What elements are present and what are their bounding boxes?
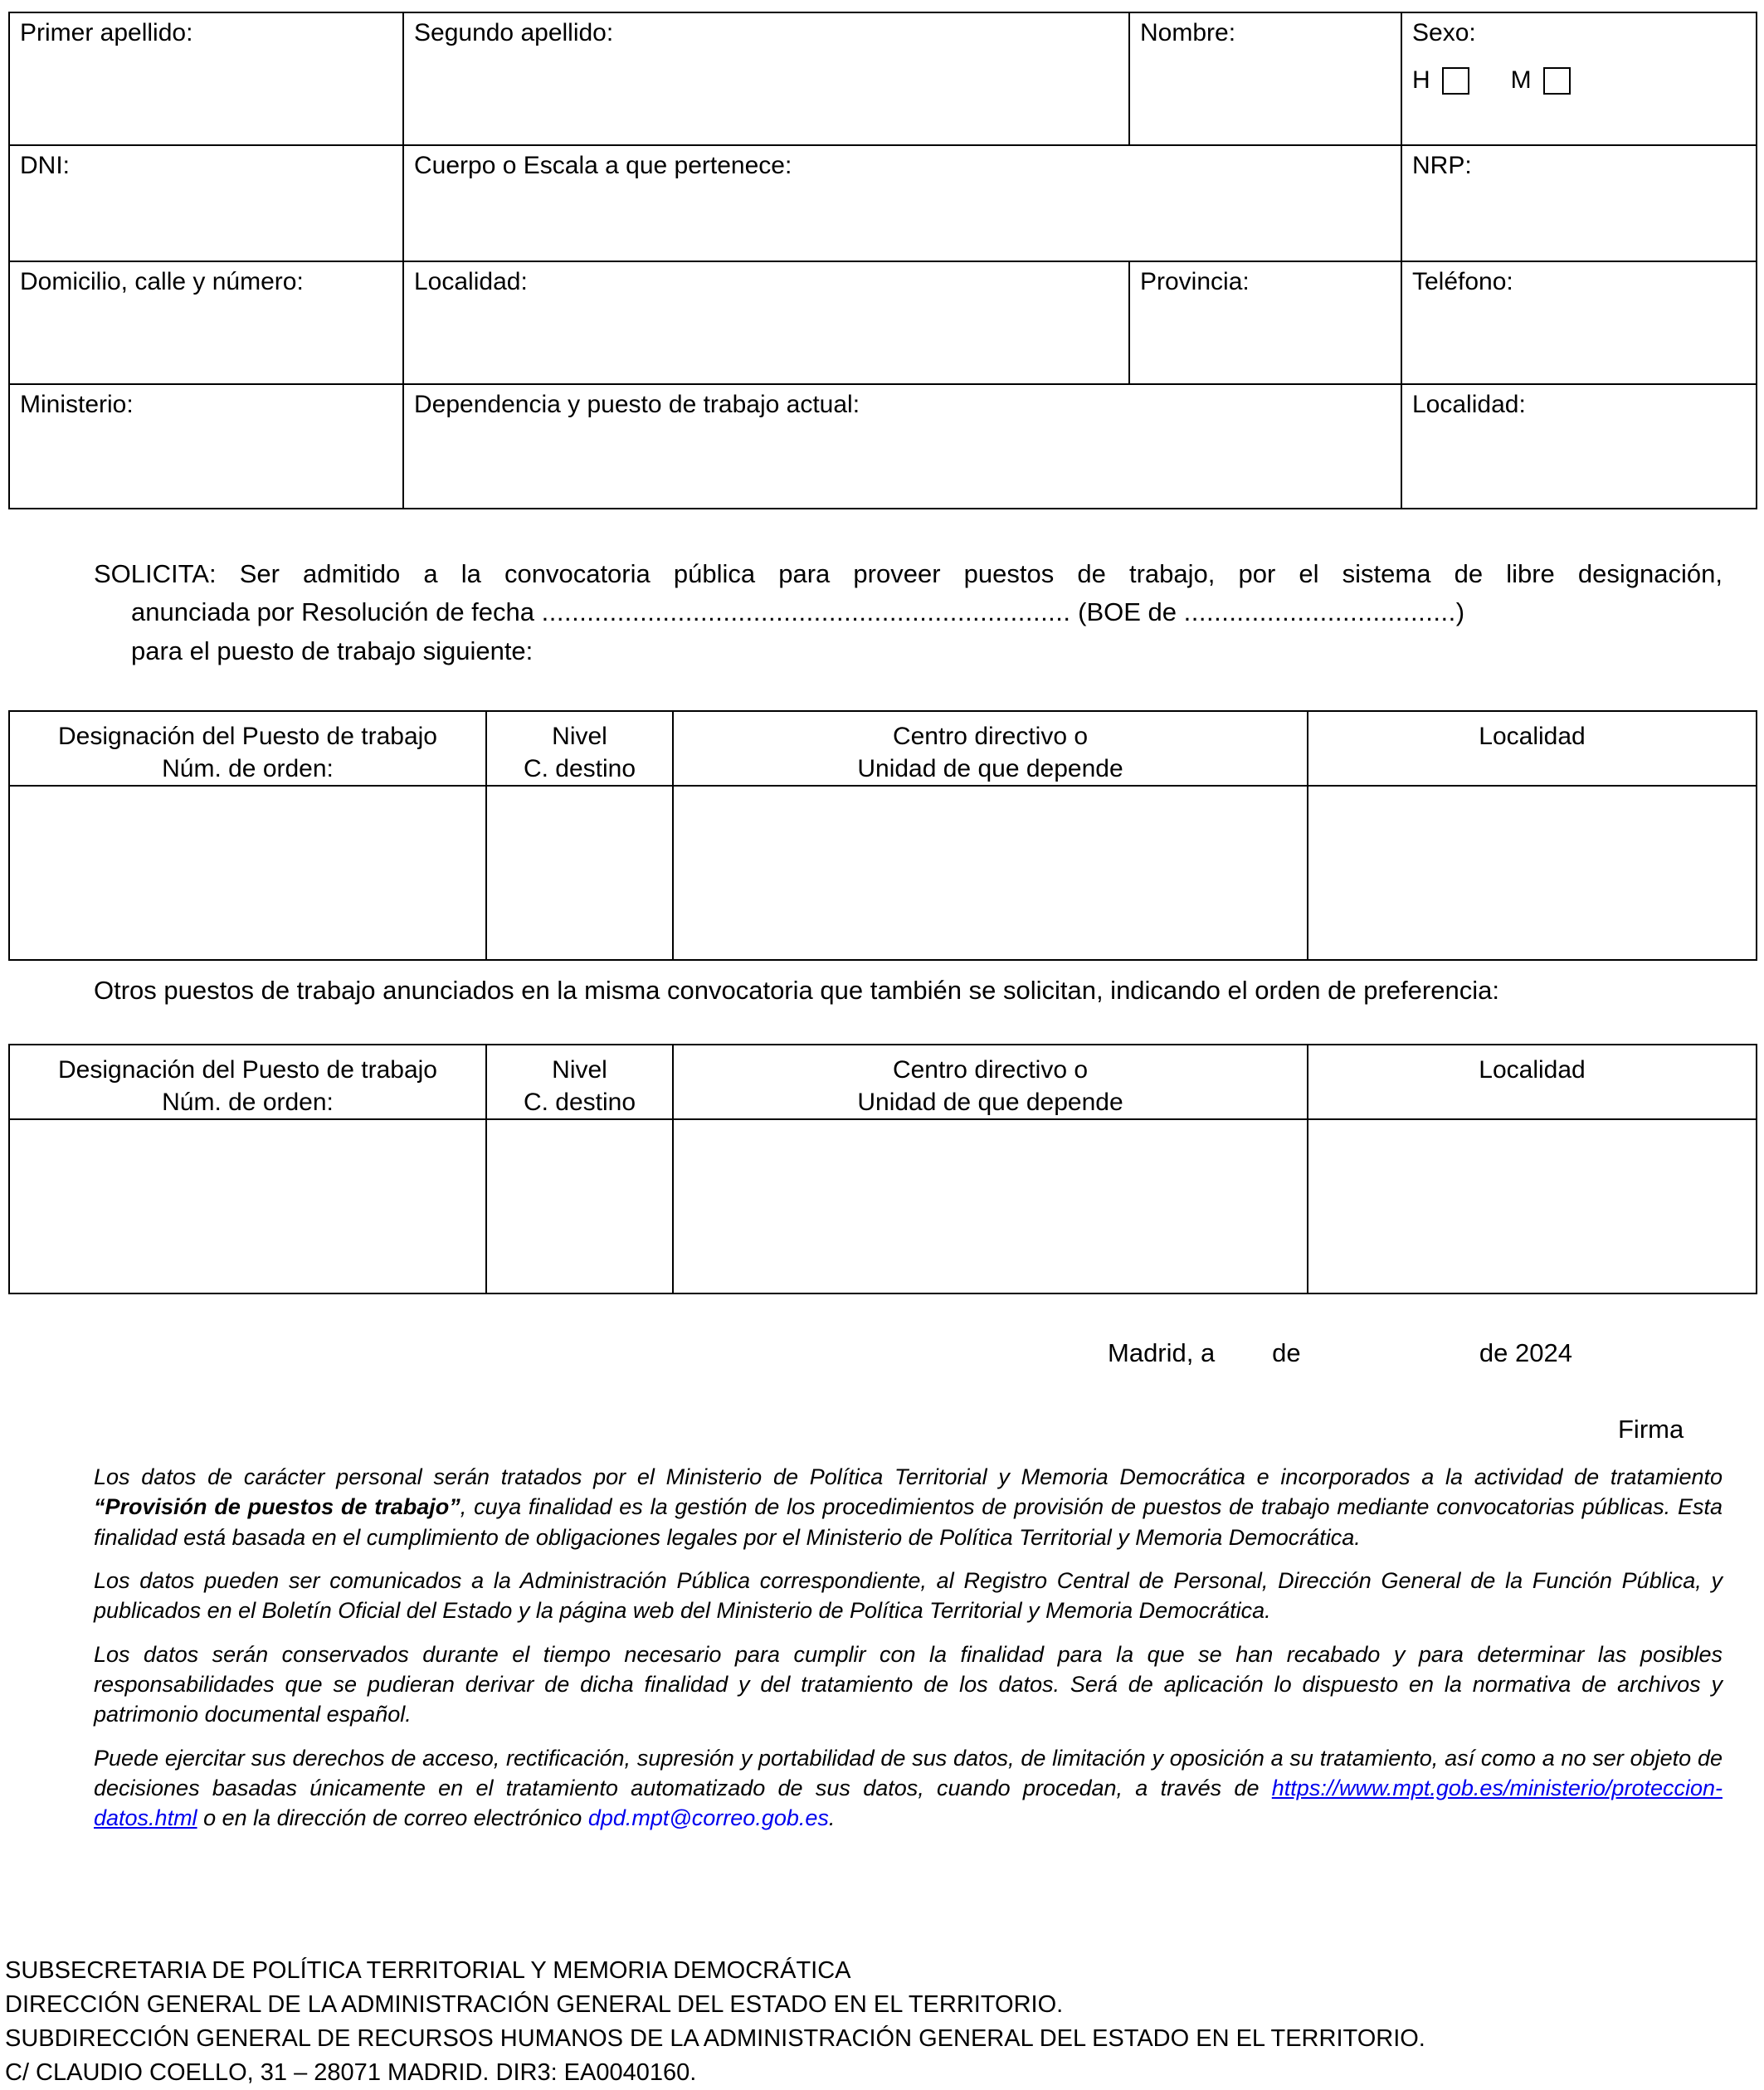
privacy-paragraph-4	[94, 1743, 1723, 1834]
field-telefono[interactable]	[1401, 261, 1757, 384]
field-label-nrp: NRP:	[1412, 152, 1472, 179]
column-header-localidad	[1308, 1045, 1757, 1119]
solicita-line-3: para el puesto de trabajo siguiente:	[131, 636, 534, 665]
column-header-designacion	[9, 1045, 486, 1119]
field-label-cuerpo-escala: Cuerpo o Escala a que pertenece:	[414, 152, 792, 179]
checkbox-sexo-h[interactable]	[1442, 67, 1469, 95]
table-row	[9, 1119, 1757, 1293]
field-label-provincia: Provincia:	[1140, 268, 1250, 295]
field-nrp[interactable]	[1401, 145, 1757, 261]
date-line[interactable]: Madrid, a de de 2024	[1108, 1338, 1572, 1367]
column-header-nivel	[486, 711, 673, 786]
column-header-designacion	[9, 711, 486, 786]
cell-designacion[interactable]	[9, 1119, 486, 1293]
privacy-paragraph-3: Los datos serán conservados durante el tiempo necesario para cumplir con la finalidad para la que se han recabado y para determinar las posibles responsabilidades que se pudieran derivar de dicha finalidad y del tratamiento de los datos. Será de aplicación lo dispuesto en la normativa de archivos y patrimonio documental español.	[94, 1641, 1723, 1727]
footer-line-3: SUBDIRECCIÓN GENERAL DE RECURSOS HUMANOS DE LA ADMINISTRACIÓN GENERAL DEL ESTADO EN EL TERRITORIO.	[5, 2024, 1425, 2052]
other-positions-table	[8, 1044, 1757, 1294]
privacy-p1-part-b: , cuya finalidad es la gestión de los procedimientos de provisión de puestos de trabajo mediante convocatorias públicas. Esta finalidad está basada en el cumplimiento de obligaciones legales por el Ministerio de Política Territorial y Memoria Democrática.	[94, 1494, 1723, 1550]
privacy-notice	[94, 1462, 1723, 1833]
column-header-nivel-line1: Nivel	[552, 1056, 607, 1084]
cell-localidad[interactable]	[1308, 786, 1757, 960]
table-header-row	[9, 1045, 1757, 1119]
privacy-p1-part-a: Los datos de carácter personal serán tratados por el Ministerio de Política Territorial y Memoria Democrática e incorporados a la actividad de tratamiento	[94, 1464, 1723, 1489]
column-header-localidad	[1308, 711, 1757, 786]
field-ministerio[interactable]	[9, 384, 403, 509]
footer-line-4: C/ CLAUDIO COELLO, 31 – 28071 MADRID. DIR3: EA0040160.	[5, 2058, 697, 2086]
column-header-localidad-line1: Localidad	[1479, 723, 1586, 750]
solicita-line-2-text: anunciada por Resolución de fecha	[131, 597, 542, 627]
column-header-centro-line2: Unidad de que depende	[857, 1089, 1123, 1116]
column-header-designacion-line1: Designación del Puesto de trabajo	[58, 1056, 437, 1084]
dotted-fill-resolucion[interactable]: ......................................................................	[541, 597, 1071, 627]
checkbox-sexo-m[interactable]	[1543, 67, 1571, 95]
field-cuerpo-escala[interactable]	[403, 145, 1401, 261]
field-localidad-ministerio[interactable]	[1401, 384, 1757, 509]
dpo-email-link[interactable]: dpd.mpt@correo.gob.es	[587, 1805, 829, 1831]
column-header-centro-line1: Centro directivo o	[892, 723, 1089, 750]
footer-line-1: SUBSECRETARIA DE POLÍTICA TERRITORIAL Y MEMORIA DEMOCRÁTICA	[5, 1957, 851, 1984]
cell-nivel[interactable]	[486, 1119, 673, 1293]
otros-puestos-text: Otros puestos de trabajo anunciados en la misma convocatoria que también se solicitan, indicando el orden de preferencia:	[94, 976, 1499, 1005]
cell-localidad[interactable]	[1308, 1119, 1757, 1293]
field-sexo	[1401, 12, 1757, 145]
dotted-fill-boe[interactable]: ....................................	[1183, 597, 1456, 627]
column-header-centro	[673, 711, 1308, 786]
privacy-p4-part-b: o en la dirección de correo electrónico	[197, 1805, 588, 1831]
sexo-label-m: M	[1510, 66, 1532, 95]
field-nombre[interactable]	[1129, 12, 1401, 145]
field-label-telefono: Teléfono:	[1412, 268, 1513, 295]
privacy-paragraph-1	[94, 1462, 1723, 1552]
table-row	[9, 786, 1757, 960]
field-label-domicilio: Domicilio, calle y número:	[20, 268, 304, 295]
solicita-line-1: SOLICITA: Ser admitido a la convocatoria pública para proveer puestos de trabajo, por el sistema de libre designación,	[94, 559, 1723, 588]
personal-data-table	[8, 12, 1757, 509]
solicita-block	[94, 558, 1723, 668]
column-header-designacion-line1: Designación del Puesto de trabajo	[58, 723, 437, 750]
privacy-p4-part-a: Puede ejercitar sus derechos de acceso, rectificación, supresión y portabilidad de sus datos, de limitación y oposición a su tratamiento, así como a no ser objeto de decisiones basadas únicamente en el tratamiento automatizado de sus datos, cuando procedan, a través de	[94, 1745, 1723, 1800]
field-label-segundo-apellido: Segundo apellido:	[414, 19, 614, 46]
field-segundo-apellido[interactable]	[403, 12, 1129, 145]
table-row-ministry	[9, 384, 1757, 509]
sexo-options	[1412, 66, 1747, 95]
cell-centro[interactable]	[673, 1119, 1308, 1293]
field-dependencia[interactable]	[403, 384, 1401, 509]
field-label-dni: DNI:	[20, 152, 70, 179]
solicita-line-2	[131, 596, 1723, 629]
column-header-designacion-line2: Núm. de orden:	[162, 1089, 334, 1116]
field-domicilio[interactable]	[9, 261, 403, 384]
field-localidad-domicilio[interactable]	[403, 261, 1129, 384]
solicita-paren-close: )	[1455, 597, 1465, 627]
field-provincia[interactable]	[1129, 261, 1401, 384]
table-header-row	[9, 711, 1757, 786]
column-header-nivel-line2: C. destino	[523, 1089, 636, 1116]
table-row-names	[9, 12, 1757, 145]
column-header-designacion-line2: Núm. de orden:	[162, 755, 334, 782]
solicita-boe-text: (BOE de	[1070, 597, 1184, 627]
signature-label: Firma	[1618, 1415, 1684, 1444]
field-label-primer-apellido: Primer apellido:	[20, 19, 193, 46]
field-label-localidad-domicilio: Localidad:	[414, 268, 528, 295]
privacy-p1-bold: “Provisión de puestos de trabajo”	[94, 1494, 460, 1520]
column-header-centro	[673, 1045, 1308, 1119]
privacy-p4-part-c: .	[828, 1805, 836, 1831]
column-header-centro-line2: Unidad de que depende	[857, 755, 1123, 782]
sexo-label-h: H	[1412, 66, 1430, 95]
field-dni[interactable]	[9, 145, 403, 261]
column-header-nivel	[486, 1045, 673, 1119]
field-primer-apellido[interactable]	[9, 12, 403, 145]
privacy-paragraph-2: Los datos pueden ser comunicados a la Administración Pública correspondiente, al Registro Central de Personal, Dirección General de la Función Pública, y publicados en el Boletín Oficial del Estado y la página web del Ministerio de Política Territorial y Memoria Democrática.	[94, 1567, 1723, 1624]
footer-address-block	[5, 1954, 1756, 2090]
field-label-ministerio: Ministerio:	[20, 391, 134, 418]
field-label-sexo: Sexo:	[1412, 19, 1476, 46]
field-label-nombre: Nombre:	[1140, 19, 1236, 46]
requested-position-table	[8, 710, 1757, 961]
cell-designacion[interactable]	[9, 786, 486, 960]
cell-nivel[interactable]	[486, 786, 673, 960]
footer-line-2: DIRECCIÓN GENERAL DE LA ADMINISTRACIÓN GENERAL DEL ESTADO EN EL TERRITORIO.	[5, 1990, 1064, 2018]
column-header-nivel-line1: Nivel	[552, 723, 607, 750]
table-row-address	[9, 261, 1757, 384]
column-header-centro-line1: Centro directivo o	[892, 1056, 1089, 1084]
cell-centro[interactable]	[673, 786, 1308, 960]
privacy-policy-link[interactable]: https://www.mpt.gob.es/ministerio/proteccion-datos.html	[94, 1775, 1723, 1831]
column-header-nivel-line2: C. destino	[523, 755, 636, 782]
table-row-dni	[9, 145, 1757, 261]
column-header-localidad-line1: Localidad	[1479, 1056, 1586, 1084]
field-label-dependencia: Dependencia y puesto de trabajo actual:	[414, 391, 860, 418]
field-label-localidad-ministerio: Localidad:	[1412, 391, 1526, 418]
